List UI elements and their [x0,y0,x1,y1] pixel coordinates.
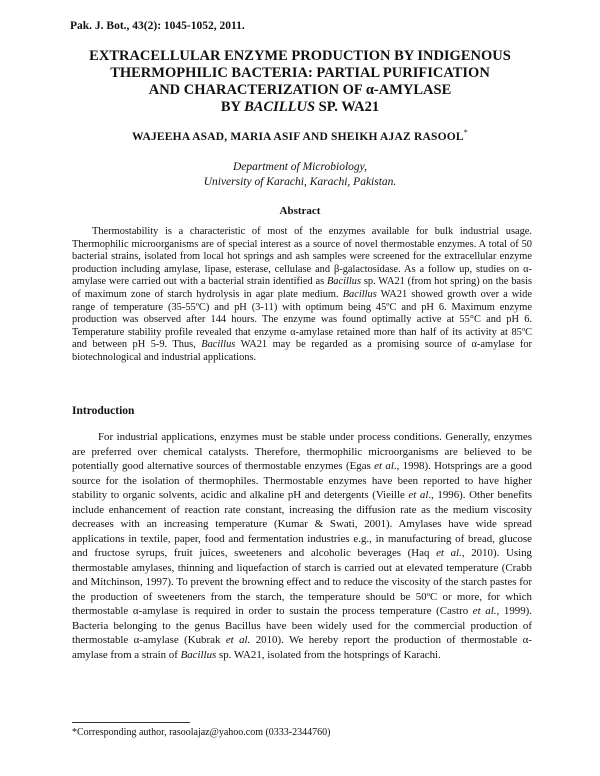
footnote [72,727,330,738]
intro-p7: sp. WA21, isolated from the hotsprings of Karachi. [216,648,441,661]
affiliation-line-2: University of Karachi, Karachi, Pakistan. [203,176,397,188]
introduction-heading [72,405,134,417]
corresponding-author-mark: * [463,128,468,137]
abstract-heading [40,205,560,217]
title-line-4-suffix: SP. WA21 [315,99,380,115]
abstract-body [72,226,532,365]
abstract-s2: sp. WA21 (from hot spring) on the basis of maximum zone of starch hydrolysis in agar plate medium. [72,276,533,300]
intro-etal-5: et al. [225,634,251,646]
intro-p1: For industrial applications, enzymes must be stable under process conditions. Generally, enzymes are preferred over chemical catalysts. Therefore, thermophilic microorganisms are believed to be potentially good alternative sources of thermostable enzymes (Egas [72,431,532,472]
title-genus: BACILLUS [244,99,316,115]
title-line-4-prefix: BY [220,99,245,115]
abstract-heading-text: Abstract [279,205,321,217]
intro-p5: , 1999). Bacteria belonging to the genus Bacillus have been widely used for the commercial production of thermostable α-amylase (Kubrak [72,605,533,646]
footnote-divider [72,722,190,723]
journal-citation [70,20,245,32]
affiliation [40,160,560,190]
intro-p4: , 2010). Using thermostable amylases, thinning and liquefaction of starch is carried out at elevated temperature (Crabb and Mitchinson, 1997). To prevent the browning effect and to reduce the viscosity of the starch pastes for the production of sweeteners from the starch, the temperature should be 50ºC or more, for which thermostable α-amylase is required in order to sustain the process temperature (Castro [72,547,532,617]
intro-genus: Bacillus [180,648,217,661]
intro-p3: ., 1996). Other benefits include enhancement of reaction rate constant, increasing the diffusion rate as the medium viscosity decreases with an increasing temperature (Kumar & Swati, 2001). Amylases have wide spread applications in textile, paper, food and fermentation industries e.g., in manufacturing of bread, glucose and fructose syrups, fruit juices, sweeteners and alcoholic beverages (Haq [72,489,532,559]
intro-etal-4: et al. [472,605,497,617]
abstract-s4: WA21 may be regarded as a promising source of α-amylase for biotechnological and industrial applications. [72,339,532,363]
paper-title [40,48,560,116]
intro-p2: ., 1998). Hotsprings are a good source for the isolation of thermophiles. Thermostable enzymes have been reported to have higher stability to organic solvents, acidic and alkaline pH and detergents (Vieille [72,460,532,501]
author-list [40,128,560,143]
intro-etal-2: et al [408,489,429,501]
introduction-heading-text: Introduction [72,405,135,417]
title-line-2: THERMOPHILIC BACTERIA: PARTIAL PURIFICATION [110,65,490,81]
author-names: WAJEEHA ASAD, MARIA ASIF AND SHEIKH AJAZ RASOOL [132,130,464,143]
introduction-body [72,430,532,662]
affiliation-line-1: Department of Microbiology, [232,161,368,173]
footnote-text: *Corresponding author, rasoolajaz@yahoo.com (0333-2344760) [72,727,331,738]
intro-etal-1: et al [374,460,394,472]
title-line-4 [40,99,560,116]
abstract-s3: WA21 showed growth over a wide range of temperature (35-55ºC) and pH (3-11) with optimum being 45ºC and pH 6. Maximum enzyme production was observed after 144 hours. The enzyme was found optimally active at 55°C and pH 6. Temperature stability profile revealed that enzyme α-amylase retained more than half of its activity at 85ºC and between pH 5-9. Thus, [72,288,532,351]
abstract-genus-2: Bacillus [342,288,377,300]
abstract-genus-3: Bacillus [201,339,236,351]
abstract-genus-1: Bacillus [326,276,362,288]
title-line-3: AND CHARACTERIZATION OF α-AMYLASE [148,82,452,98]
title-line-1: EXTRACELLULAR ENZYME PRODUCTION BY INDIGENOUS [89,48,511,64]
abstract-s1: Thermostability is a characteristic of most of the enzymes available for bulk industrial usage. Thermophilic microorganisms are of special interest as a source of novel thermostable enzymes. A total of 50 bacterial strains, isolated from local hot springs and ash samples were screened for the extracellular enzyme production including amylase, lipase, esterase, cellulase and β-galactosidase. As a follow up, studies on α-amylase were carried out with a bacterial strain identified as [72,226,532,288]
journal-citation-text: Pak. J. Bot., 43(2): 1045-1052, 2011. [70,20,245,32]
intro-etal-3: et al. [436,547,462,559]
intro-p6: 2010). We hereby report the production of thermostable α-amylase from a strain of [72,634,532,661]
